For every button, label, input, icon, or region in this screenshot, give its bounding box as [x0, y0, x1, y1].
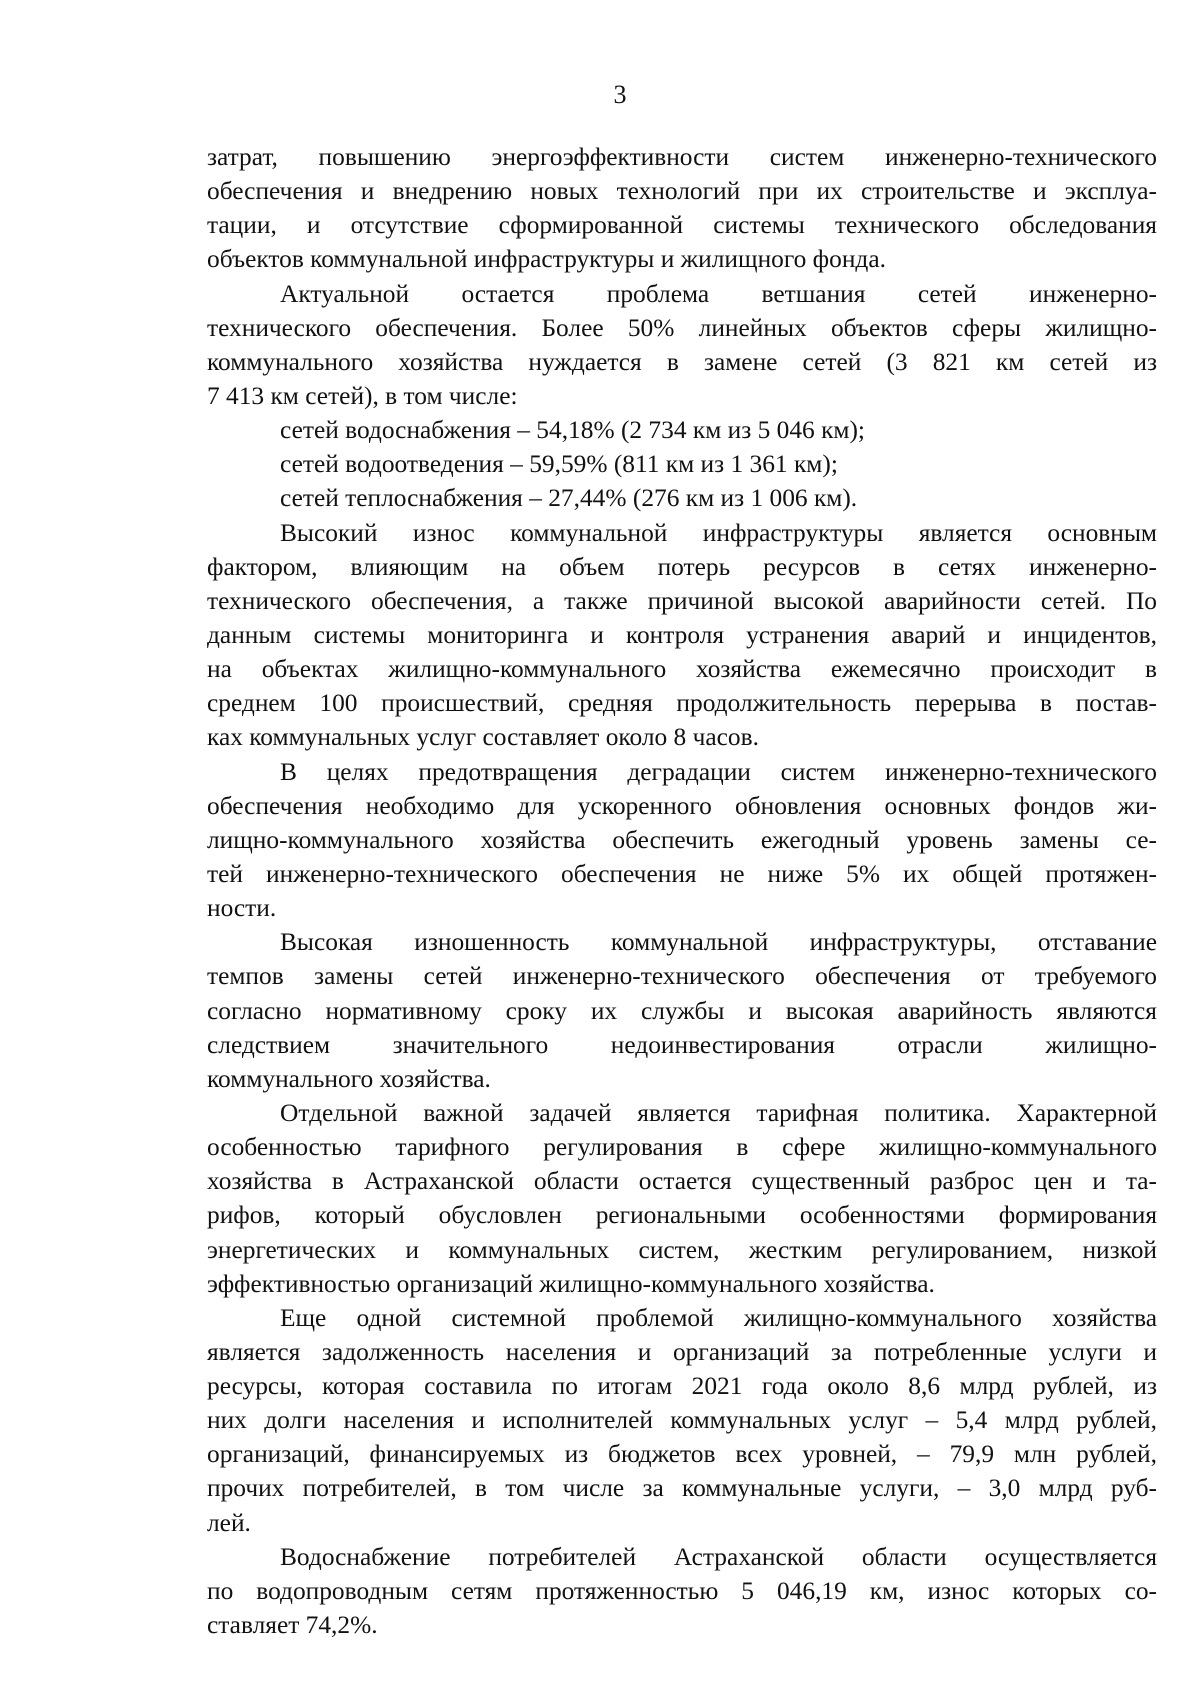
document-body [207, 140, 1157, 1642]
text-line: коммунального хозяйства нуждается в замене сетей (3 821 км сетей из [207, 347, 1157, 376]
text-line: 7 413 км сетей), в том числе: [207, 381, 518, 410]
text-line: технического обеспечения, а также причиной высокой аварийности сетей. По [207, 586, 1157, 615]
text-line: фактором, влияющим на объем потерь ресурсов в сетях инженерно- [207, 552, 1157, 581]
text-line: следствием значительного недоинвестирования отрасли жилищно- [207, 1030, 1157, 1059]
text-line: данным системы мониторинга и контроля устранения аварий и инцидентов, [207, 620, 1157, 649]
text-line: Еще одной системной проблемой жилищно-коммунального хозяйства [280, 1303, 1157, 1332]
text-line: ках коммунальных услуг составляет около 8 часов. [207, 723, 759, 752]
text-line: лей. [207, 1508, 251, 1537]
text-line: ставляет 74,2%. [207, 1611, 378, 1640]
text-line: технического обеспечения. Более 50% линейных объектов сферы жилищно- [207, 313, 1157, 342]
text-line: тации, и отсутствие сформированной системы технического обследования [207, 211, 1157, 240]
text-line: рифов, который обусловлен региональными особенностями формирования [207, 1201, 1157, 1230]
text-line: является задолженность населения и организаций за потребленные услуги и [207, 1337, 1157, 1366]
text-line: них долги населения и исполнителей коммунальных услуг – 5,4 млрд рублей, [207, 1406, 1157, 1435]
text-line: тей инженерно-технического обеспечения не ниже 5% их общей протяжен- [207, 859, 1157, 888]
page-number: 3 [613, 80, 627, 109]
text-line: на объектах жилищно-коммунального хозяйства ежемесячно происходит в [207, 655, 1157, 684]
text-line: темпов замены сетей инженерно-технического обеспечения от требуемого [207, 962, 1157, 991]
text-line: особенностью тарифного регулирования в сфере жилищно-коммунального [207, 1133, 1157, 1162]
text-line: коммунального хозяйства. [207, 1064, 491, 1093]
text-line: обеспечения необходимо для ускоренного обновления основных фондов жи- [207, 791, 1157, 820]
text-line: ресурсы, которая составила по итогам 2021 года около 8,6 млрд рублей, из [207, 1372, 1157, 1401]
text-line: сетей водоснабжения – 54,18% (2 734 км из 5 046 км); [280, 416, 865, 445]
text-line: ности. [207, 894, 277, 923]
text-line: сетей водоотведения – 59,59% (811 км из 1 361 км); [280, 450, 838, 479]
text-line: организаций, финансируемых из бюджетов всех уровней, – 79,9 млн рублей, [207, 1440, 1157, 1469]
text-line: затрат, повышению энергоэффективности систем инженерно-технического [207, 143, 1157, 171]
text-line: В целях предотвращения деградации систем инженерно-технического [280, 757, 1157, 786]
text-line: сетей теплоснабжения – 27,44% (276 км из 1 006 км). [280, 484, 858, 513]
text-line: энергетических и коммунальных систем, жестким регулированием, низкой [207, 1235, 1157, 1264]
text-line: прочих потребителей, в том числе за коммунальные услуги, – 3,0 млрд руб- [207, 1474, 1157, 1503]
text-line: лищно-коммунального хозяйства обеспечить ежегодный уровень замены се- [207, 825, 1157, 854]
text-line: хозяйства в Астраханской области остается существенный разброс цен и та- [207, 1167, 1157, 1196]
text-line: согласно нормативному сроку их службы и высокая аварийность являются [207, 996, 1157, 1025]
text-line: среднем 100 происшествий, средняя продолжительность перерыва в постав- [207, 689, 1157, 718]
text-line: Высокий износ коммунальной инфраструктуры является основным [280, 518, 1157, 547]
text-line: обеспечения и внедрению новых технологий при их строительстве и эксплуа- [207, 177, 1157, 206]
text-line: эффективностью организаций жилищно-коммунального хозяйства. [207, 1269, 935, 1298]
text-line: Водоснабжение потребителей Астраханской области осуществляется [280, 1542, 1157, 1571]
text-line: Отдельной важной задачей является тарифная политика. Характерной [280, 1098, 1157, 1127]
text-line: Актуальной остается проблема ветшания сетей инженерно- [280, 279, 1157, 308]
text-line: по водопроводным сетям протяженностью 5 046,19 км, износ которых со- [207, 1576, 1157, 1605]
text-line: объектов коммунальной инфраструктуры и жилищного фонда. [207, 245, 886, 274]
text-line: Высокая изношенность коммунальной инфраструктуры, отставание [280, 928, 1157, 957]
